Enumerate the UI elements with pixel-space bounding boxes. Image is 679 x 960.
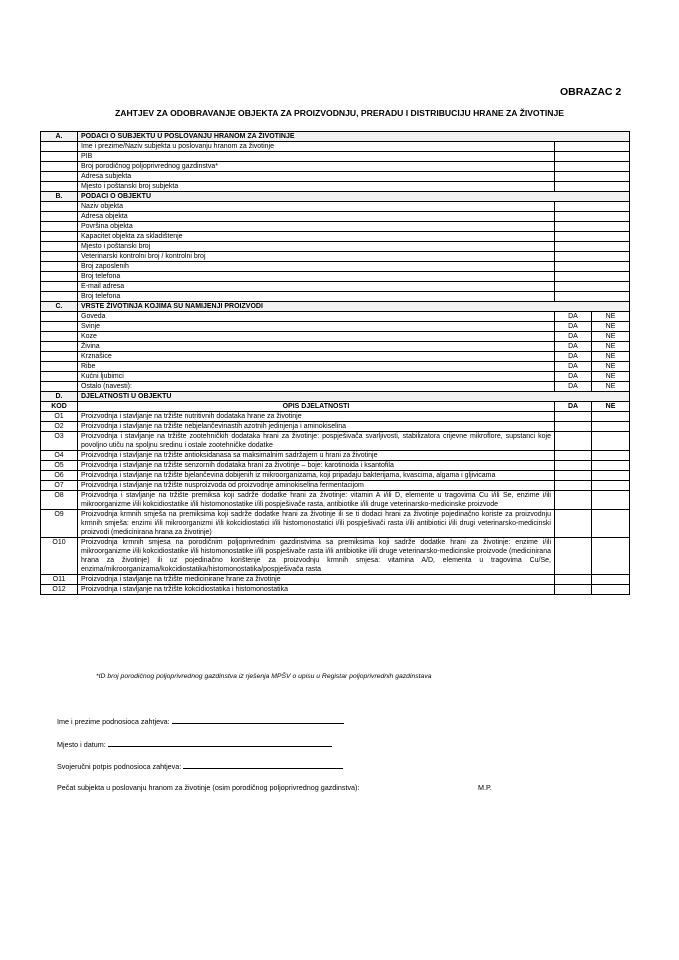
section-c-header [41,302,630,312]
section-d-title: DJELATNOSTI U OBJEKTU [78,392,630,402]
field-label: Mjesto i poštanski broj subjekta [78,182,555,192]
animal-row [41,362,630,372]
activity-code: O11 [41,575,78,585]
section-b-field-row [41,232,630,242]
section-a-field-row [41,182,630,192]
activity-description: Proizvodnja i stavljanje na tržište zootehničkih dodataka hrani za životinje: pospješivača svarljivosti, stabilizatora crijevne mikroflore, supstanci koje povoljno utiču na spoljnu sredinu i ostale zootehničke dodatke [78,432,555,451]
activity-row [41,538,630,575]
section-b-title: PODACI O OBJEKTU [78,192,630,202]
field-value-input[interactable] [555,182,630,192]
activity-yes-cell[interactable] [555,412,592,422]
applicant-name-line[interactable] [172,716,344,724]
activity-description: Proizvodnja i stavljanje na tržište senzornih dodataka hrani za životinje – boje: karotinoida i ksantofila [78,461,555,471]
field-label: Veterinarski kontrolni broj / kontrolni broj [78,252,555,262]
applicant-name-row [57,716,344,726]
field-label: Broj telefona [78,272,555,282]
field-label: Naziv objekta [78,202,555,212]
place-date-row [57,739,332,749]
no-option[interactable]: NE [592,372,630,382]
yes-option[interactable]: DA [555,382,592,392]
animal-label: Goveda [78,312,555,322]
activity-code: O1 [41,412,78,422]
field-value-input[interactable] [555,232,630,242]
row-spacer [41,182,78,192]
activity-description: Proizvodnja i stavljanje na tržište nebjelančevinastih azotnih jedinjenja i aminokiselina [78,422,555,432]
activity-no-cell[interactable] [592,481,630,491]
animal-label: Živina [78,342,555,352]
row-spacer [41,332,78,342]
section-a-field-row [41,142,630,152]
row-spacer [41,252,78,262]
activity-row [41,585,630,595]
yes-option[interactable]: DA [555,322,592,332]
section-a-field-row [41,162,630,172]
yes-option[interactable]: DA [555,362,592,372]
row-spacer [41,282,78,292]
section-b-field-row [41,252,630,262]
field-value-input[interactable] [555,282,630,292]
form-number: OBRAZAC 2 [560,86,622,98]
section-a-header [41,132,630,142]
field-label: E-mail adresa [78,282,555,292]
no-option[interactable]: NE [592,342,630,352]
animal-row [41,382,630,392]
section-d-header [41,392,630,402]
activity-code: O2 [41,422,78,432]
activity-row [41,491,630,510]
stamp-row [57,783,359,792]
row-spacer [41,272,78,282]
activity-code: O9 [41,510,78,538]
row-spacer [41,222,78,232]
activities-header [41,402,630,412]
field-label: Ime i prezime/Naziv subjekta u poslovanju hranom za životinje [78,142,555,152]
row-spacer [41,212,78,222]
row-spacer [41,142,78,152]
yes-option[interactable]: DA [555,342,592,352]
activity-row [41,432,630,451]
activity-row [41,412,630,422]
activity-row [41,575,630,585]
field-value-input[interactable] [555,212,630,222]
activity-row [41,471,630,481]
field-label: Adresa objekta [78,212,555,222]
row-spacer [41,262,78,272]
field-value-input[interactable] [555,252,630,262]
activity-description: Proizvodnja krmnih smješa na premiksima koji sadrže dodatke hrani za životinje ili se ti dodaci hrani za životinje pojedinačno koriste za proizvodnju krmnih smješa: enzimi i/ili mikroorganizmi i/ili kokcidiostatici i/ili histomonostatici i/ili pospješivači rasta i/ili antibiotici i/ili drugi veterinarsko-medicinski proizvodi (medicinirana hrana za životinje) [78,510,555,538]
place-date-label: Mjesto i datum: [57,740,106,749]
field-value-input[interactable] [555,292,630,302]
no-column-header: NE [592,402,630,412]
application-form-table [40,131,630,595]
field-label: Broj porodičnog poljoprivrednog gazdinstva* [78,162,555,172]
description-column-header: OPIS DJELATNOSTI [78,402,555,412]
mp-label: M.P. [478,783,492,792]
row-spacer [41,232,78,242]
activity-no-cell[interactable] [592,412,630,422]
row-spacer [41,342,78,352]
activity-description: Proizvodnja krmnih smjesa na porodičnim poljoprivrednim gazdinstvima sa premiksima koji sadrže dodatke hrani za životinje: enzime i/ili mikroorganizme i/ili kokcidiostatike i/ili histomonostatike i/ili pospješivače rasta i/ili antibiotike i/ili druge veterinarsko-medicinske proizvode (medicinirana hrana za životinje) ili uz pojedinačno korištenje za proizvodnju krmnih smjesa: vitamina A/D, elementa u tragovima Cu/Se, enzima/mikroorganizama/kokcidiostatika/histomonostatika/pospješivača rasta [78,538,555,575]
animal-label: Ostalo (navesti): [78,382,555,392]
field-value-input[interactable] [555,172,630,182]
section-b-letter: B. [41,192,78,202]
activity-code: O12 [41,585,78,595]
field-label: Površina objekta [78,222,555,232]
field-label: Kapacitet objekta za skladištenje [78,232,555,242]
section-c-title: VRSTE ŽIVOTINJA KOJIMA SU NAMIJENJI PROIZVODI [78,302,630,312]
stamp-label: Pečat subjekta u poslovanju hranom za životinje (osim porodičnog poljoprivrednog gazdinstva): [57,783,360,792]
activity-yes-cell[interactable] [555,538,592,575]
animal-label: Svinje [78,322,555,332]
activity-code: O10 [41,538,78,575]
animal-label: Koze [78,332,555,342]
activity-code: O7 [41,481,78,491]
no-option[interactable]: NE [592,322,630,332]
section-b-field-row [41,282,630,292]
signature-row [57,761,343,771]
row-spacer [41,322,78,332]
activity-yes-cell[interactable] [555,491,592,510]
section-b-field-row [41,262,630,272]
section-b-field-row [41,222,630,232]
activity-code: O5 [41,461,78,471]
yes-option[interactable]: DA [555,352,592,362]
row-spacer [41,172,78,182]
activity-no-cell[interactable] [592,585,630,595]
activity-no-cell[interactable] [592,471,630,481]
section-a-field-row [41,172,630,182]
row-spacer [41,242,78,252]
no-option[interactable]: NE [592,362,630,372]
field-value-input[interactable] [555,202,630,212]
activity-yes-cell[interactable] [555,575,592,585]
activity-yes-cell[interactable] [555,471,592,481]
activity-yes-cell[interactable] [555,432,592,451]
animal-row [41,332,630,342]
activity-row [41,510,630,538]
yes-column-header: DA [555,402,592,412]
section-a-field-row [41,152,630,162]
activity-yes-cell[interactable] [555,461,592,471]
no-option[interactable]: NE [592,382,630,392]
animal-row [41,372,630,382]
section-d-letter: D. [41,392,78,402]
yes-option[interactable]: DA [555,332,592,342]
yes-option[interactable]: DA [555,372,592,382]
field-label: Adresa subjekta [78,172,555,182]
field-value-input[interactable] [555,152,630,162]
activity-row [41,422,630,432]
signature-label: Svojeručni potpis podnosioca zahtjeva: [57,762,182,771]
section-b-field-row [41,202,630,212]
animal-label: Krznašice [78,352,555,362]
row-spacer [41,352,78,362]
field-label: PIB [78,152,555,162]
place-date-line[interactable] [108,739,332,747]
activity-yes-cell[interactable] [555,451,592,461]
row-spacer [41,382,78,392]
animal-row [41,322,630,332]
animal-label: Kućni ljubimci [78,372,555,382]
activity-no-cell[interactable] [592,538,630,575]
activity-code: O8 [41,491,78,510]
activity-no-cell[interactable] [592,491,630,510]
activity-description: Proizvodnja i stavljanje na tržište medicinirane hrane za životinje [78,575,555,585]
row-spacer [41,152,78,162]
activity-description: Proizvodnja i stavljanje na tržište antioksidanasa sa maksimalnim sadržajem u hrani za životinje [78,451,555,461]
footnote: *ID broj porodičnog poljoprivrednog gazdinstva iz rješenja MPŠV o upisu u Registar poljoprivrednih gazdinstava [96,673,432,680]
activity-no-cell[interactable] [592,510,630,538]
field-label: Broj telefona [78,292,555,302]
activity-row [41,461,630,471]
activity-description: Proizvodnja i stavljanje na tržište premiksa koji sadrže dodatke hrani za životinje: vitamin A i/ili D, elemente u tragovima Cu i/ili Se, enzime i/ili mikroorganizme i/ili kokcidiostatike i/ili histomonostatike i/ili pospješivače rasta, antibiotike i/ili druge veterinarsko-medicinske proizvode [78,491,555,510]
field-label: Mjesto i poštanski broj [78,242,555,252]
field-value-input[interactable] [555,142,630,152]
activity-yes-cell[interactable] [555,481,592,491]
yes-option[interactable]: DA [555,312,592,322]
row-spacer [41,312,78,322]
activity-description: Proizvodnja i stavljanje na tržište bjelančevina dobijenih iz mikroorganizama, koji pripadaju bakterijama, kvascima, algama i gljivicama [78,471,555,481]
section-b-field-row [41,212,630,222]
field-value-input[interactable] [555,262,630,272]
activity-yes-cell[interactable] [555,422,592,432]
page-title: ZAHTJEV ZA ODOBRAVANJE OBJEKTA ZA PROIZVODNJU, PRERADU I DISTRIBUCIJU HRANE ZA ŽIVOTINJE [115,108,564,118]
field-value-input[interactable] [555,242,630,252]
activity-no-cell[interactable] [592,432,630,451]
field-label: Broj zaposlenih [78,262,555,272]
section-a-letter: A. [41,132,78,142]
activity-code: O3 [41,432,78,451]
section-b-field-row [41,242,630,252]
animal-label: Ribe [78,362,555,372]
row-spacer [41,372,78,382]
animal-row [41,312,630,322]
activity-no-cell[interactable] [592,451,630,461]
activity-description: Proizvodnja i stavljanje na tržište nutritivnih dodataka hrane za životinje [78,412,555,422]
activity-no-cell[interactable] [592,461,630,471]
activity-no-cell[interactable] [592,422,630,432]
signature-line[interactable] [183,761,343,769]
field-value-input[interactable] [555,222,630,232]
animal-row [41,342,630,352]
activity-description: Proizvodnja i stavljanje na tržište kokcidiostatika i histomonostatika [78,585,555,595]
activity-no-cell[interactable] [592,575,630,585]
no-option[interactable]: NE [592,332,630,342]
activity-code: O6 [41,471,78,481]
no-option[interactable]: NE [592,352,630,362]
section-c-letter: C. [41,302,78,312]
section-b-header [41,192,630,202]
no-option[interactable]: NE [592,312,630,322]
field-value-input[interactable] [555,272,630,282]
activity-row [41,481,630,491]
row-spacer [41,202,78,212]
activity-yes-cell[interactable] [555,585,592,595]
section-a-title: PODACI O SUBJEKTU U POSLOVANJU HRANOM ZA ŽIVOTINJE [78,132,630,142]
row-spacer [41,362,78,372]
section-b-field-row [41,292,630,302]
row-spacer [41,162,78,172]
applicant-name-label: Ime i prezime podnosioca zahtjeva: [57,717,170,726]
activity-yes-cell[interactable] [555,510,592,538]
section-b-field-row [41,272,630,282]
code-column-header: KOD [41,402,78,412]
activity-code: O4 [41,451,78,461]
field-value-input[interactable] [555,162,630,172]
animal-row [41,352,630,362]
activity-row [41,451,630,461]
activity-description: Proizvodnja i stavljanje na tržište nusproizvoda od proizvodnje aminokiselina fermentacijom [78,481,555,491]
row-spacer [41,292,78,302]
